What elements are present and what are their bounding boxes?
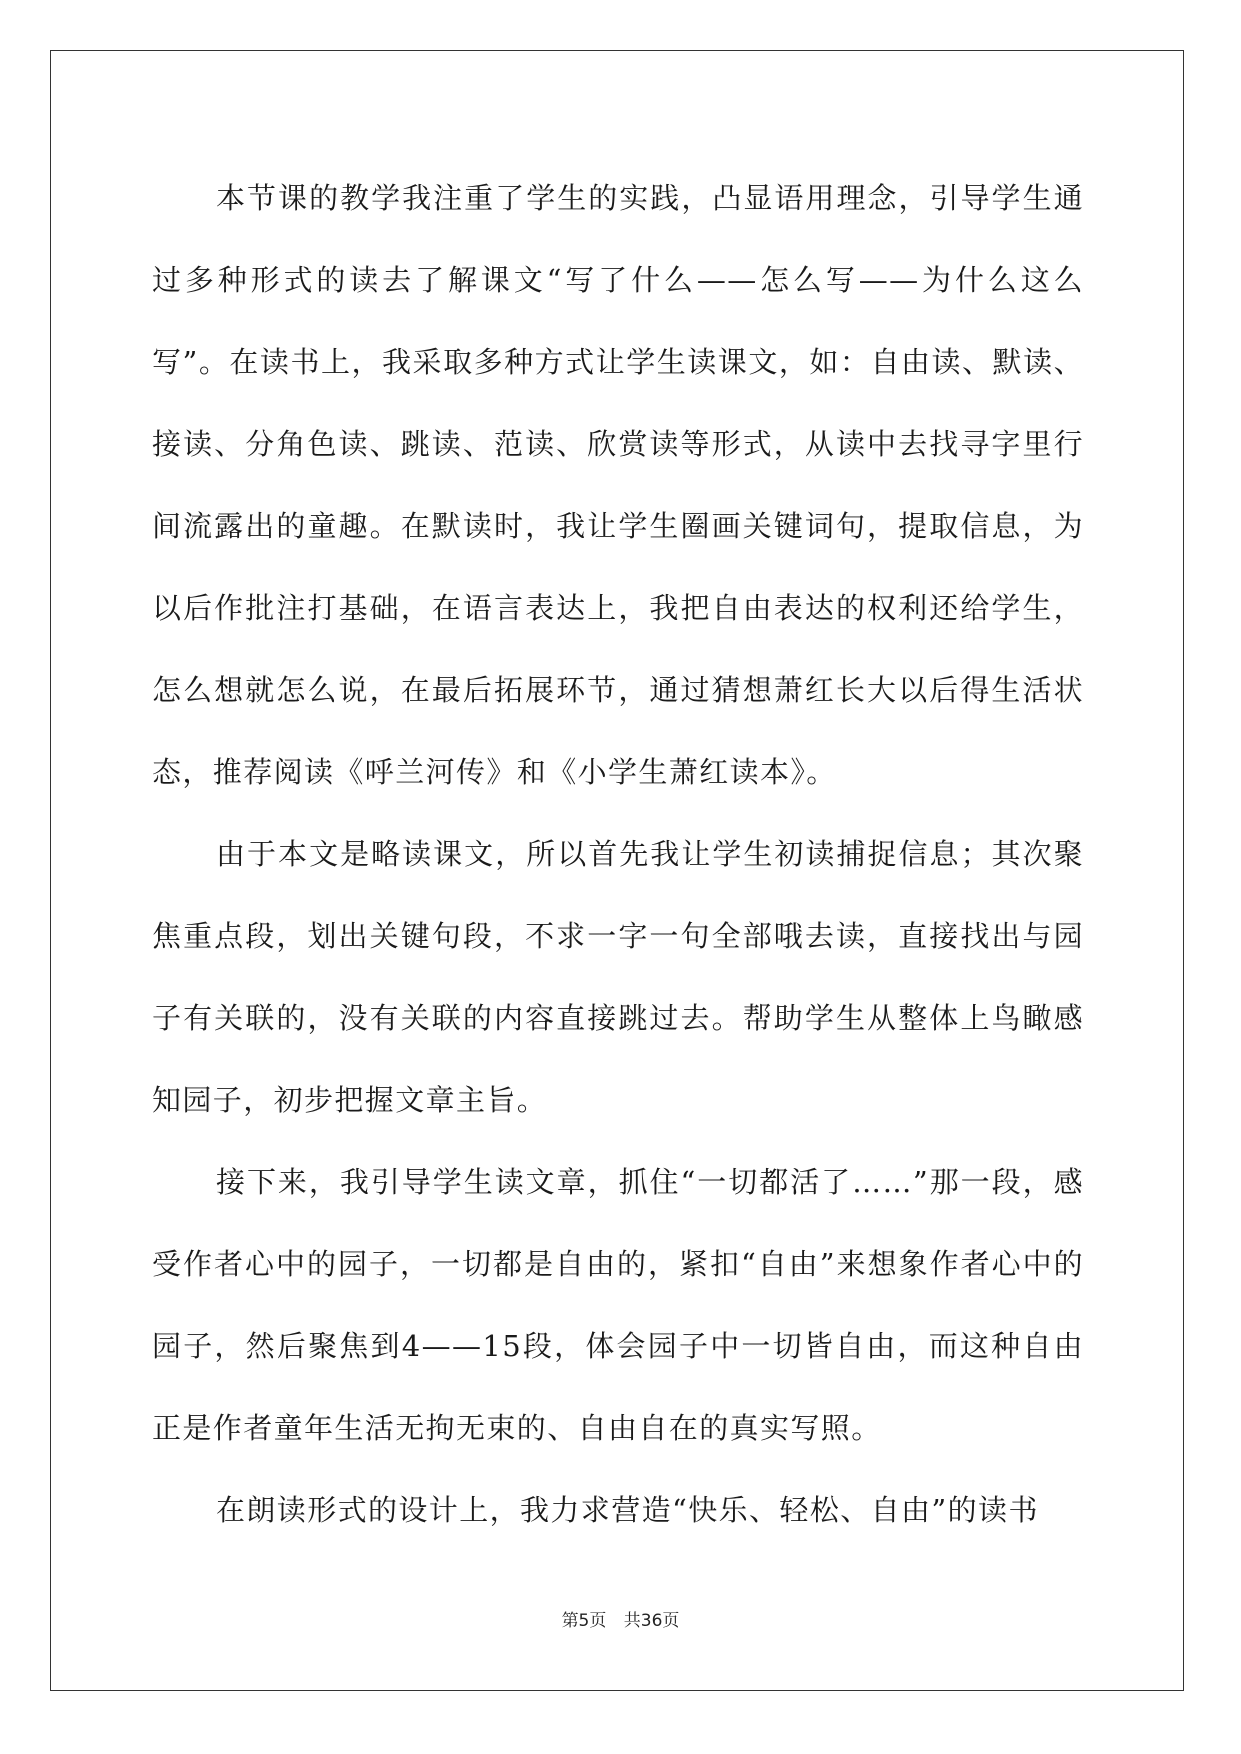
page-number: 第5页 — [561, 1611, 607, 1631]
document-body — [152, 157, 1084, 1551]
page-footer — [0, 1606, 1241, 1631]
paragraph-4: 在朗读形式的设计上，我力求营造“快乐、轻松、自由”的读书 — [216, 1493, 1039, 1527]
page-total: 共36页 — [623, 1611, 680, 1631]
paragraph-1: 本节课的教学我注重了学生的实践，凸显语用理念，引导学生通过多种形式的读去了解课文“写了什么——怎么写——为什么这么写”。在读书上，我采取多种方式让学生读课文，如：自由读、默读、接读、分角色读、跳读、范读、欣赏读等形式，从读中去找寻字里行间流露出的童趣。在默读时，我让学生圈画关键词句，提取信息，为以后作批注打基础，在语言表达上，我把自由表达的权利还给学生，怎么想就怎么说，在最后拓展环节，通过猜想萧红长大以后得生活状态，推荐阅读《呼兰河传》和《小学生萧红读本》。 — [152, 181, 1084, 789]
paragraph-3: 接下来，我引导学生读文章，抓住“一切都活了……”那一段，感受作者心中的园子，一切都是自由的，紧扣“自由”来想象作者心中的园子，然后聚焦到4——15段，体会园子中一切皆自由，而这种自由正是作者童年生活无拘无束的、自由自在的真实写照。 — [152, 1165, 1084, 1445]
paragraph-2: 由于本文是略读课文，所以首先我让学生初读捕捉信息；其次聚焦重点段，划出关键句段，不求一字一句全部哦去读，直接找出与园子有关联的，没有关联的内容直接跳过去。帮助学生从整体上鸟瞰感知园子，初步把握文章主旨。 — [152, 837, 1084, 1117]
